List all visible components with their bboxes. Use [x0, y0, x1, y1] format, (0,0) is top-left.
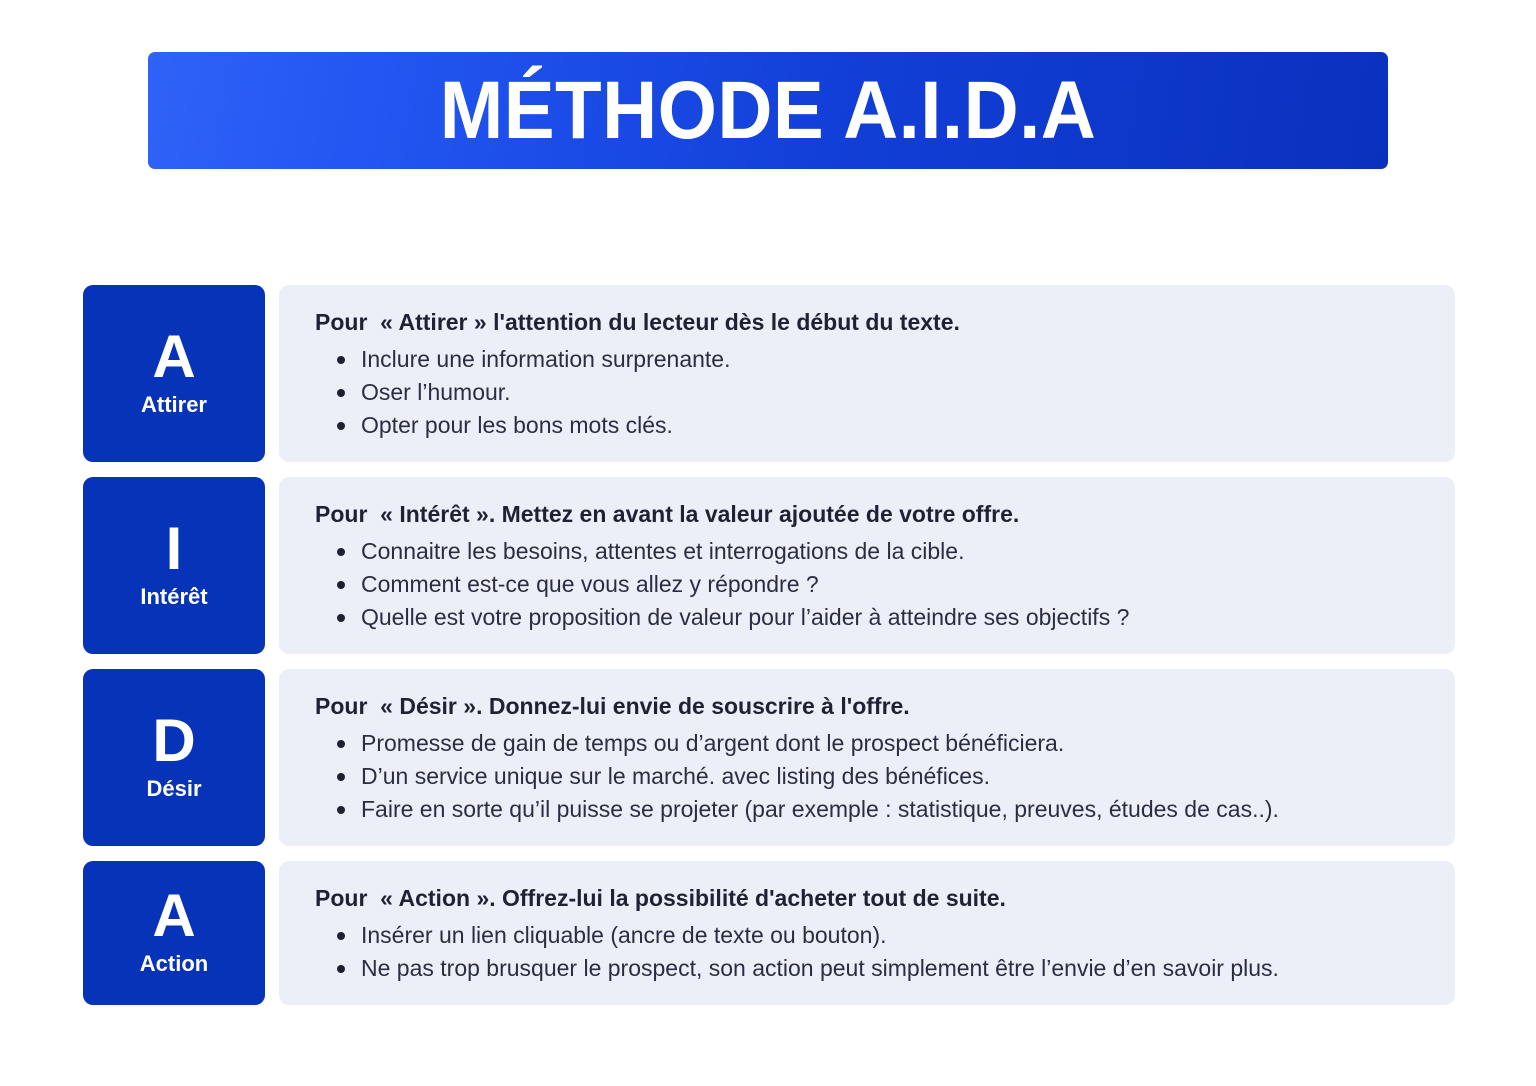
list-item-text: Promesse de gain de temps ou d’argent dont le prospect bénéficiera.: [361, 730, 1065, 756]
bullet-icon: [337, 389, 345, 397]
list-item: [315, 376, 1427, 409]
bullet-icon: [337, 356, 345, 364]
badge-label-interet: Intérêt: [140, 583, 208, 609]
badge-letter-a: A: [152, 322, 196, 390]
bullet-icon: [337, 740, 345, 748]
aida-rows: [83, 285, 1455, 1005]
badge-label-action: Action: [139, 951, 209, 976]
list-item-text: Inclure une information surprenante.: [361, 346, 731, 372]
badge-letter-i: I: [165, 514, 183, 582]
badge-interet: [83, 477, 265, 654]
panel-heading-interet: Pour « Intérêt ». Mettez en avant la valeur ajoutée de votre offre.: [315, 501, 1020, 527]
list-item: [315, 568, 1427, 601]
bullet-icon: [337, 773, 345, 781]
panel-heading-action: Pour « Action ». Offrez-lui la possibilité d'acheter tout de suite.: [315, 885, 1006, 911]
aida-row-action: [83, 861, 1455, 1005]
panel-list-attirer: [315, 343, 1427, 442]
list-item: [315, 601, 1427, 634]
aida-row-attirer: [83, 285, 1455, 462]
panel-action: [279, 861, 1455, 1005]
list-item-text: Oser l’humour.: [361, 379, 511, 405]
list-item-text: Quelle est votre proposition de valeur pour l’aider à atteindre ses objectifs ?: [361, 604, 1130, 630]
list-item: [315, 952, 1427, 985]
bullet-icon: [337, 806, 345, 814]
badge-attirer: [83, 285, 265, 462]
list-item: [315, 535, 1427, 568]
list-item: [315, 727, 1427, 760]
badge-letter-a2: A: [152, 882, 196, 949]
list-item: [315, 409, 1427, 442]
aida-row-desir: [83, 669, 1455, 846]
badge-desir: [83, 669, 265, 846]
panel-desir: [279, 669, 1455, 846]
list-item: [315, 793, 1427, 826]
list-item: [315, 760, 1427, 793]
page-title: MÉTHODE A.I.D.A: [439, 64, 1097, 156]
list-item-text: Connaitre les besoins, attentes et interrogations de la cible.: [361, 538, 965, 564]
panel-list-action: [315, 919, 1427, 985]
badge-label-attirer: Attirer: [140, 391, 207, 417]
list-item: [315, 919, 1427, 952]
list-item-text: Ne pas trop brusquer le prospect, son action peut simplement être l’envie d’en savoir plus.: [361, 955, 1279, 981]
bullet-icon: [337, 581, 345, 589]
badge-action: [83, 861, 265, 1005]
panel-heading-desir: Pour « Désir ». Donnez-lui envie de souscrire à l'offre.: [315, 693, 910, 719]
list-item: [315, 343, 1427, 376]
bullet-icon: [337, 422, 345, 430]
bullet-icon: [337, 965, 345, 973]
bullet-icon: [337, 932, 345, 940]
badge-label-desir: Désir: [146, 775, 202, 801]
list-item-text: Insérer un lien cliquable (ancre de texte ou bouton).: [361, 922, 887, 948]
bullet-icon: [337, 614, 345, 622]
panel-interet: [279, 477, 1455, 654]
panel-list-interet: [315, 535, 1427, 634]
list-item-text: Opter pour les bons mots clés.: [361, 412, 673, 438]
bullet-icon: [337, 548, 345, 556]
aida-row-interet: [83, 477, 1455, 654]
list-item-text: D’un service unique sur le marché. avec listing des bénéfices.: [361, 763, 990, 789]
title-banner: [148, 52, 1388, 169]
banner-gradient: [148, 52, 1388, 169]
panel-attirer: [279, 285, 1455, 462]
list-item-text: Comment est-ce que vous allez y répondre ?: [361, 571, 819, 597]
panel-heading-attirer: Pour « Attirer » l'attention du lecteur dès le début du texte.: [315, 309, 960, 335]
badge-letter-d: D: [152, 706, 196, 774]
panel-list-desir: [315, 727, 1427, 826]
list-item-text: Faire en sorte qu’il puisse se projeter (par exemple : statistique, preuves, études de cas..).: [361, 796, 1279, 822]
